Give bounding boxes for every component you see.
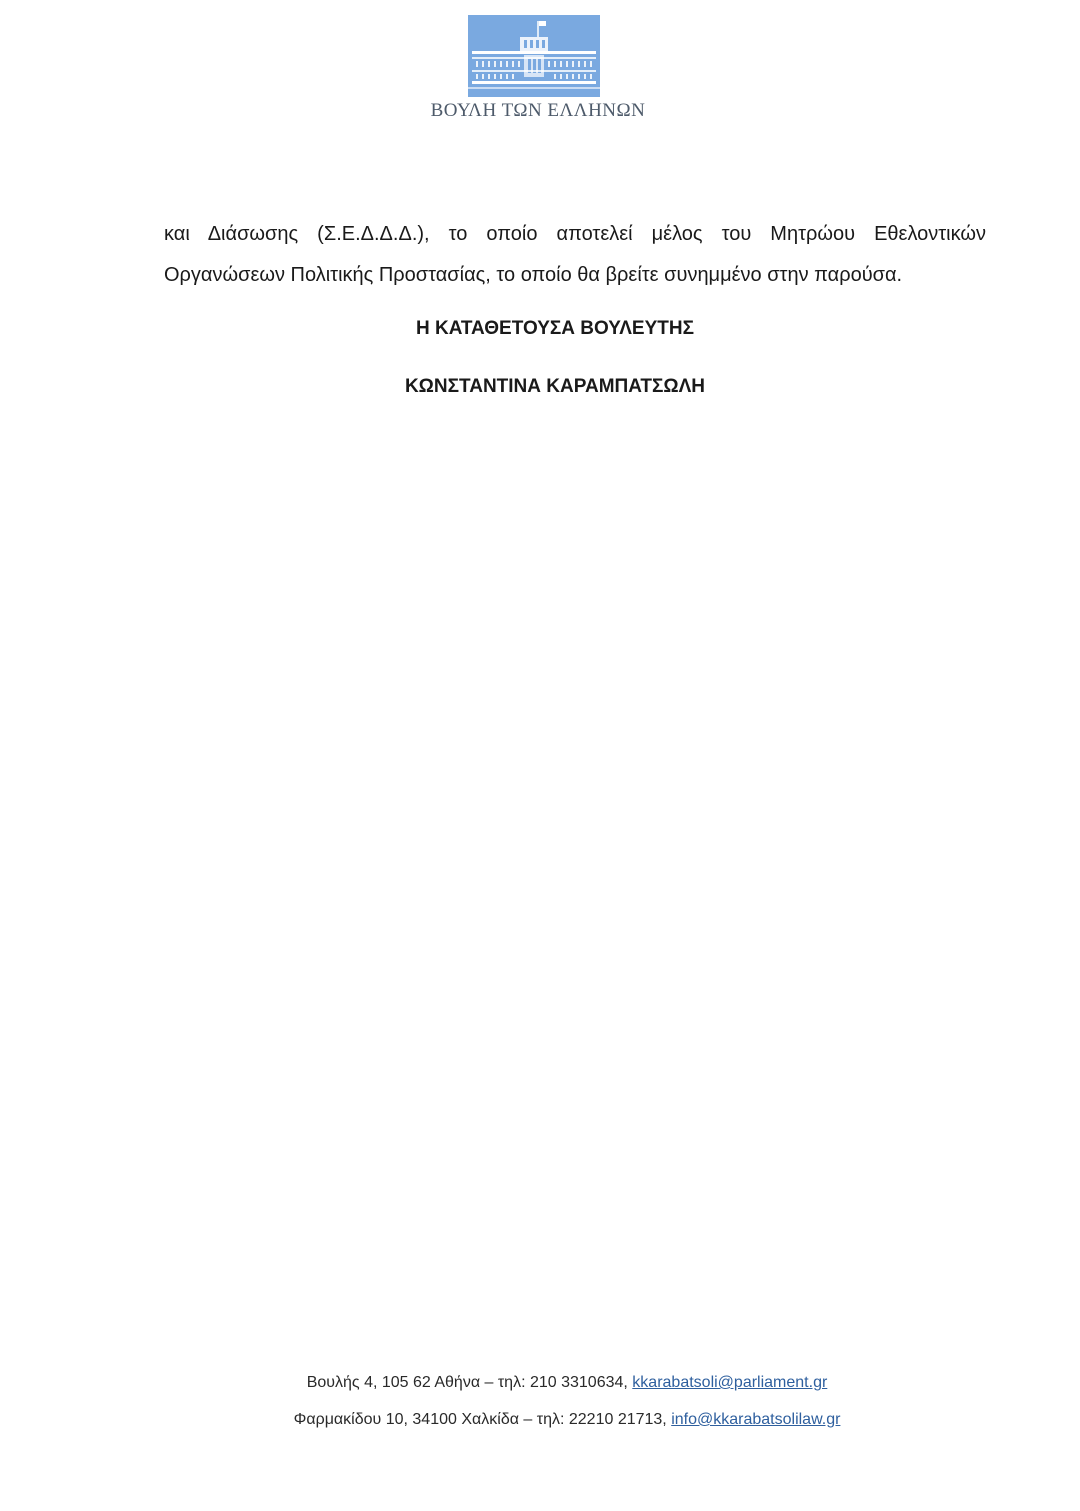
body-line-1: και Διάσωσης (Σ.Ε.Δ.Δ.Δ.), το οποίο αποτελεί μέλος του Μητρώου Εθελοντικών [164, 223, 986, 245]
footer-address-chalkida [0, 1411, 1080, 1429]
organization-name: ΒΟΥΛΗ ΤΩΝ ΕΛΛΗΝΩΝ [430, 100, 646, 121]
footer-email-parliament-link[interactable]: kkarabatsoli@parliament.gr [632, 1374, 828, 1391]
footer-address-athens-text: Βουλής 4, 105 62 Αθήνα – τηλ: 210 3310634, [306, 1374, 633, 1391]
body-line-2: Οργανώσεων Πολιτικής Προστασίας, το οποίο θα βρείτε συνημμένο στην παρούσα. [164, 264, 903, 286]
signatory-role: Η ΚΑΤΑΘΕΤΟΥΣΑ ΒΟΥΛΕΥΤΗΣ [416, 318, 694, 339]
footer-email-office-link[interactable]: info@kkarabatsolilaw.gr [671, 1411, 841, 1428]
footer-address-athens [0, 1374, 1080, 1392]
body-paragraph [164, 214, 986, 296]
footer-address-chalkida-text: Φαρμακίδου 10, 34100 Χαλκίδα – τηλ: 22210 21713, [293, 1411, 672, 1428]
signatory-name: ΚΩΝΣΤΑΝΤΙΝΑ ΚΑΡΑΜΠΑΤΣΩΛΗ [404, 376, 706, 397]
parliament-logo [468, 15, 600, 97]
parliament-building-icon [468, 15, 600, 97]
